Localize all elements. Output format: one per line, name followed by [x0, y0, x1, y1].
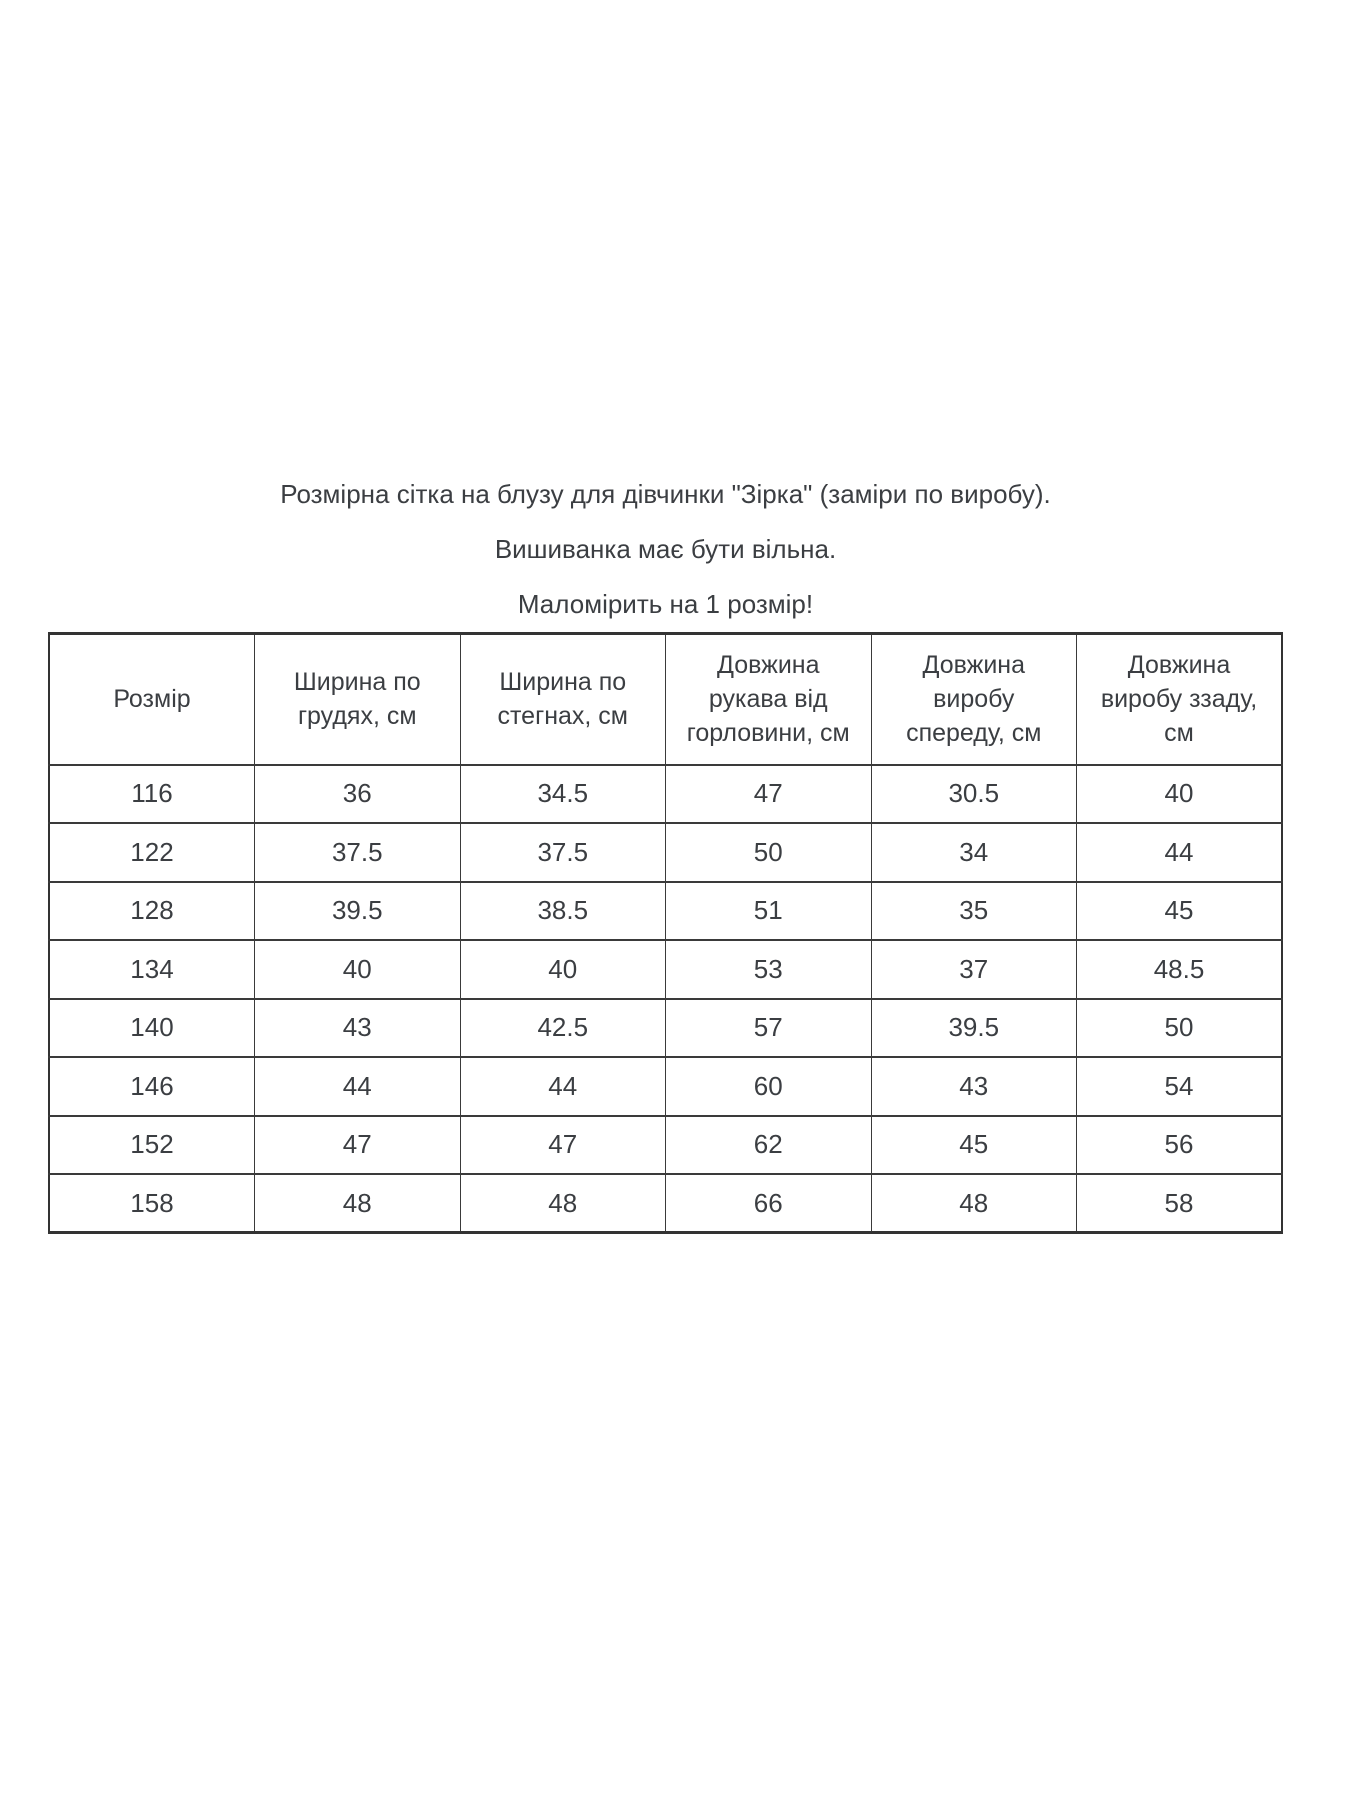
table-row-116	[49, 765, 1282, 824]
table-cell: 116	[49, 765, 255, 824]
table-row-158	[49, 1174, 1282, 1233]
table-cell: 30.5	[871, 765, 1077, 824]
table-cell: 122	[49, 823, 255, 882]
table-cell: 58	[1077, 1174, 1283, 1233]
table-cell: 39.5	[255, 882, 461, 941]
table-cell: 48	[460, 1174, 666, 1233]
table-cell: 44	[255, 1057, 461, 1116]
table-cell: 51	[666, 882, 872, 941]
table-row-146	[49, 1057, 1282, 1116]
table-cell: 39.5	[871, 999, 1077, 1058]
title-line-3: Маломірить на 1 розмір!	[517, 589, 814, 619]
table-cell: 53	[666, 940, 872, 999]
table-row-128	[49, 882, 1282, 941]
table-cell: 158	[49, 1174, 255, 1233]
title-line-2: Вишиванка має бути вільна.	[494, 534, 837, 564]
size-table-header	[49, 634, 1282, 765]
table-cell: 62	[666, 1116, 872, 1175]
column-header-size: Розмір	[49, 634, 255, 765]
table-row-122	[49, 823, 1282, 882]
table-cell: 48	[871, 1174, 1077, 1233]
column-header-chest: Ширина по грудях, см	[255, 634, 461, 765]
table-cell: 54	[1077, 1057, 1283, 1116]
column-header-sleeve: Довжина рукава від горловини, см	[666, 634, 872, 765]
title-block	[48, 477, 1283, 642]
table-cell: 36	[255, 765, 461, 824]
table-cell: 128	[49, 882, 255, 941]
table-cell: 37.5	[460, 823, 666, 882]
table-cell: 66	[666, 1174, 872, 1233]
table-cell: 47	[255, 1116, 461, 1175]
table-cell: 45	[1077, 882, 1283, 941]
column-header-hips: Ширина по стегнах, см	[460, 634, 666, 765]
table-cell: 152	[49, 1116, 255, 1175]
table-cell: 134	[49, 940, 255, 999]
table-cell: 34	[871, 823, 1077, 882]
table-cell: 34.5	[460, 765, 666, 824]
table-cell: 43	[255, 999, 461, 1058]
table-cell: 37	[871, 940, 1077, 999]
table-cell: 45	[871, 1116, 1077, 1175]
table-cell: 140	[49, 999, 255, 1058]
table-cell: 42.5	[460, 999, 666, 1058]
table-cell: 47	[666, 765, 872, 824]
table-cell: 57	[666, 999, 872, 1058]
table-cell: 48	[255, 1174, 461, 1233]
table-row-152	[49, 1116, 1282, 1175]
table-cell: 44	[1077, 823, 1283, 882]
table-cell: 40	[1077, 765, 1283, 824]
table-cell: 37.5	[255, 823, 461, 882]
table-cell: 43	[871, 1057, 1077, 1116]
table-cell: 35	[871, 882, 1077, 941]
table-cell: 40	[255, 940, 461, 999]
column-header-front: Довжина виробу спереду, см	[871, 634, 1077, 765]
table-row-134	[49, 940, 1282, 999]
size-table-body	[49, 765, 1282, 1233]
table-cell: 50	[1077, 999, 1283, 1058]
table-cell: 60	[666, 1057, 872, 1116]
table-cell: 50	[666, 823, 872, 882]
table-cell: 38.5	[460, 882, 666, 941]
table-cell: 48.5	[1077, 940, 1283, 999]
title-line-1: Розмірна сітка на блузу для дівчинки "Зірка" (заміри по виробу).	[280, 479, 1051, 509]
table-cell: 40	[460, 940, 666, 999]
table-row-140	[49, 999, 1282, 1058]
table-cell: 44	[460, 1057, 666, 1116]
table-cell: 146	[49, 1057, 255, 1116]
table-cell: 56	[1077, 1116, 1283, 1175]
size-table	[48, 632, 1283, 1234]
column-header-back: Довжина виробу ззаду, см	[1077, 634, 1283, 765]
header-row	[49, 634, 1282, 765]
table-cell: 47	[460, 1116, 666, 1175]
